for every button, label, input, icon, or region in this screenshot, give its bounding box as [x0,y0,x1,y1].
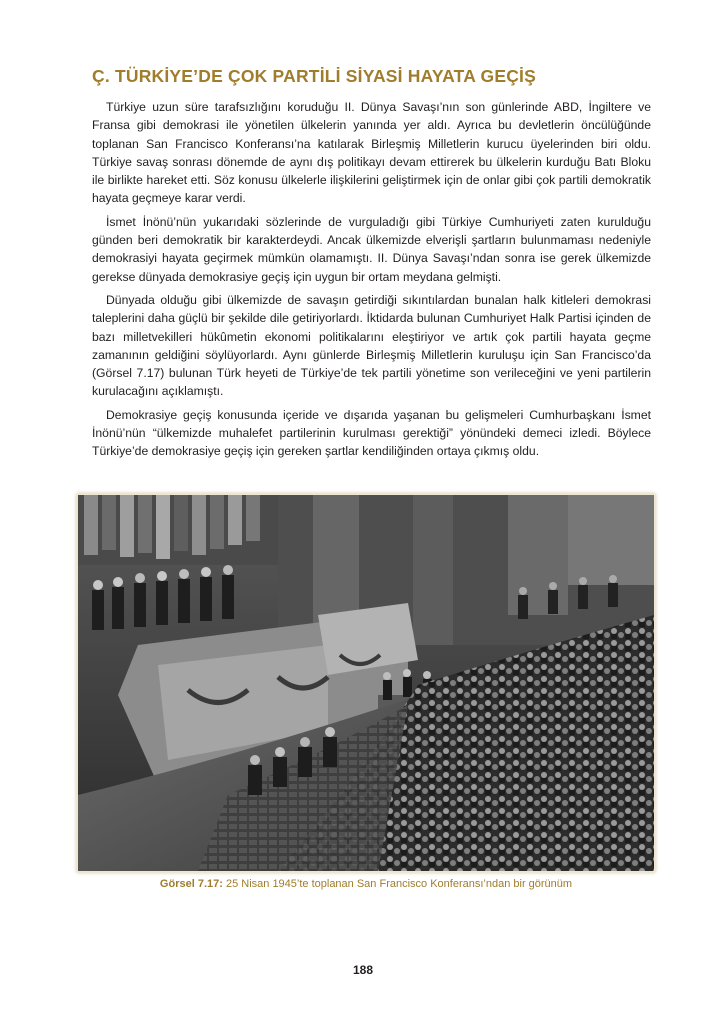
figure-label: Görsel 7.17: [159,878,223,890]
page-number: 188 [352,963,374,977]
paragraph-4: Demokrasiye geçiş konusunda içeride ve dışarıda yaşanan bu gelişmeleri Cumhurbaşkanı İsmet İnönü’nün “ülkemizde muhalefet partilerinin kurulması gerektiği” yönündeki demeci izledi. Böylece Türkiye’de demokrasiye geçiş için gereken şartlar kendiliğinden ortaya çıkmış oldu. [92,407,651,459]
body-text [92,98,651,466]
paragraph-1: Türkiye uzun süre tarafsızlığını koruduğu II. Dünya Savaşı’nın son günlerinde ABD, İngiltere ve Fransa gibi demokrasi ile yönetilen ülkelerin yanında yer aldı. Ayrıca bu devletlerin öncülüğünde toplanan San Francisco Konferansı’na katılarak Birleşmiş Milletlerin kurucu üyelerinden biri oldu. Türkiye savaş sonrası dönemde de aynı dış politikayı devam ettirerek bu ülkelerin kurduğu Batı Bloku ile birlikte hareket etti. Söz konusu ülkelerle ilişkilerini geliştirmek için de onlar gibi çok partili demokratik hayata geçmeye karar verdi. [92,100,651,206]
section-heading: Ç. TÜRKİYE’DE ÇOK PARTİLİ SİYASİ HAYATA GEÇİŞ [92,66,536,86]
paragraph-3: Dünyada olduğu gibi ülkemizde de savaşın getirdiği sıkıntılardan bunalan halk kitleleri demokrasi taleplerini daha güçlü bir şekilde dile getiriyorlardı. İktidarda bulunan Cumhuriyet Halk Partisi içinden de bazı milletvekilleri hükûmetin ekonomi politikalarını eleştiriyor ve artık çok partili hayata geçme zamanının geldiğini söylüyorlardı. Aynı günlerde Birleşmiş Milletlerin kuruluşu için San Francisco’da (Görsel 7.17) bulunan Türk heyeti de Türkiye’de tek partili yönetime son verileceğini ve yeni partilerin kurulacağını açıklamıştı. [92,292,651,399]
flags [78,495,278,565]
figure-caption-text: 25 Nisan 1945’te toplanan San Francisco Konferansı’ndan bir görünüm [225,878,573,890]
paragraph-2: İsmet İnönü’nün yukarıdaki sözlerinde de vurguladığı gibi Türkiye Cumhuriyeti zaten kurulduğu günden beri demokratik bir karakterdeydi. Ancak ülkemizde elverişli şartların bulunmaması nedeniyle demokrasiyi hayata geçirmek mümkün olamamıştı. II. Dünya Savaşı’ndan sonra ise gerek ülkemizde gerekse dünyada demokrasiye geçiş için uygun bir ortam meydana gelmişti. [92,214,651,284]
photo-frame [76,493,656,873]
figure-caption [76,878,656,890]
conference-photo [78,495,654,871]
